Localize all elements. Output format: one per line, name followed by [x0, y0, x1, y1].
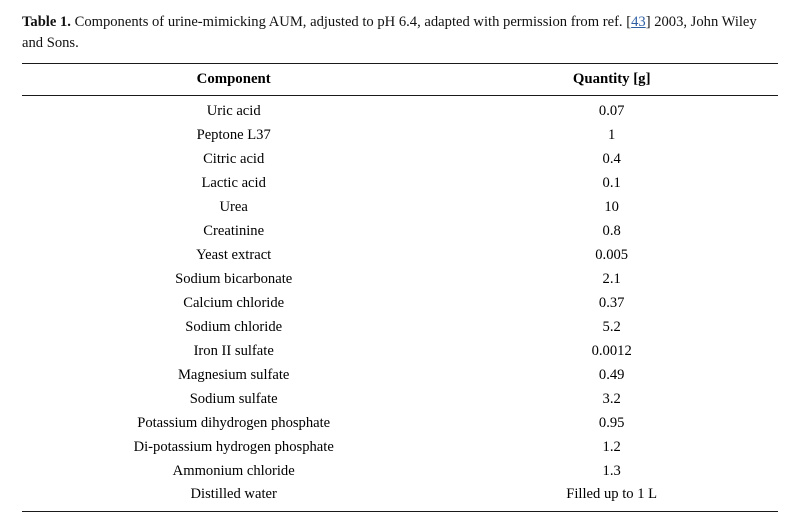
- cell-component: Iron II sulfate: [193, 342, 274, 359]
- cell-component: Uric acid: [206, 103, 261, 120]
- table-row: [22, 315, 778, 339]
- table-row: [22, 459, 778, 483]
- cell-component: Citric acid: [203, 151, 265, 168]
- cell-component: Sodium sulfate: [189, 390, 278, 407]
- column-header-quantity: Quantity [g]: [445, 64, 778, 96]
- table-row: [22, 148, 778, 172]
- cell-quantity: 0.1: [602, 175, 621, 192]
- cell-component: Sodium bicarbonate: [175, 271, 293, 287]
- cell-quantity: 0.0012: [591, 342, 632, 359]
- cell-quantity: Filled up to 1 L: [445, 483, 778, 511]
- cell-quantity: 1: [608, 127, 616, 144]
- table-caption-text-before-ref: Components of urine-mimicking AUM, adjusted to pH 6.4, adapted with permission from ref. [: [70, 14, 632, 30]
- cell-quantity: 0.4: [602, 151, 621, 168]
- table-row: [22, 483, 778, 511]
- cell-quantity: 0.95: [598, 414, 625, 431]
- cell-component: Magnesium sulfate: [177, 366, 290, 383]
- aum-components-table: [22, 63, 778, 511]
- cell-component: Potassium dihydrogen phosphate: [137, 414, 331, 431]
- cell-component: Calcium chloride: [183, 294, 285, 311]
- table-header: [22, 64, 778, 96]
- table-row: [22, 196, 778, 220]
- cell-component: Creatinine: [203, 223, 265, 240]
- cell-component: Urea: [219, 199, 248, 216]
- table-row: [22, 96, 778, 124]
- table-row: [22, 244, 778, 268]
- table-row: [22, 411, 778, 435]
- table-caption-label: Table 1.: [22, 14, 71, 30]
- table-row: [22, 387, 778, 411]
- cell-component: Distilled water: [22, 483, 445, 511]
- table-row: [22, 172, 778, 196]
- cell-component: Peptone L37: [196, 127, 271, 144]
- table-row: [22, 268, 778, 292]
- cell-quantity: 1.3: [602, 462, 621, 479]
- table-row: [22, 292, 778, 316]
- cell-quantity: 2.1: [602, 271, 621, 287]
- cell-quantity: 1.2: [602, 438, 621, 455]
- table-row: [22, 220, 778, 244]
- cell-component: Lactic acid: [201, 175, 266, 192]
- column-header-component: Component: [22, 64, 445, 96]
- table-row: [22, 363, 778, 387]
- cell-quantity: 0.07: [598, 103, 625, 120]
- table-body: [22, 96, 778, 511]
- reference-link-43[interactable]: 43: [631, 14, 646, 30]
- cell-quantity: 0.49: [598, 366, 625, 383]
- cell-quantity: 3.2: [602, 390, 621, 407]
- cell-component: Sodium chloride: [185, 318, 283, 335]
- table-row: [22, 124, 778, 148]
- table-row: [22, 435, 778, 459]
- table-row: [22, 339, 778, 363]
- table-caption: [22, 12, 778, 53]
- cell-component: Yeast extract: [196, 247, 272, 264]
- table-header-row: [22, 64, 778, 96]
- cell-quantity: 5.2: [602, 318, 621, 335]
- cell-quantity: 0.8: [602, 223, 621, 240]
- cell-component: Ammonium chloride: [172, 462, 295, 479]
- cell-quantity: 10: [604, 199, 619, 216]
- cell-component: Di-potassium hydrogen phosphate: [133, 438, 334, 455]
- cell-quantity: 0.37: [598, 294, 625, 311]
- table-caption-text-after-ref: ] 2003, John Wiley and Sons.: [22, 14, 757, 51]
- cell-quantity: 0.005: [595, 247, 629, 264]
